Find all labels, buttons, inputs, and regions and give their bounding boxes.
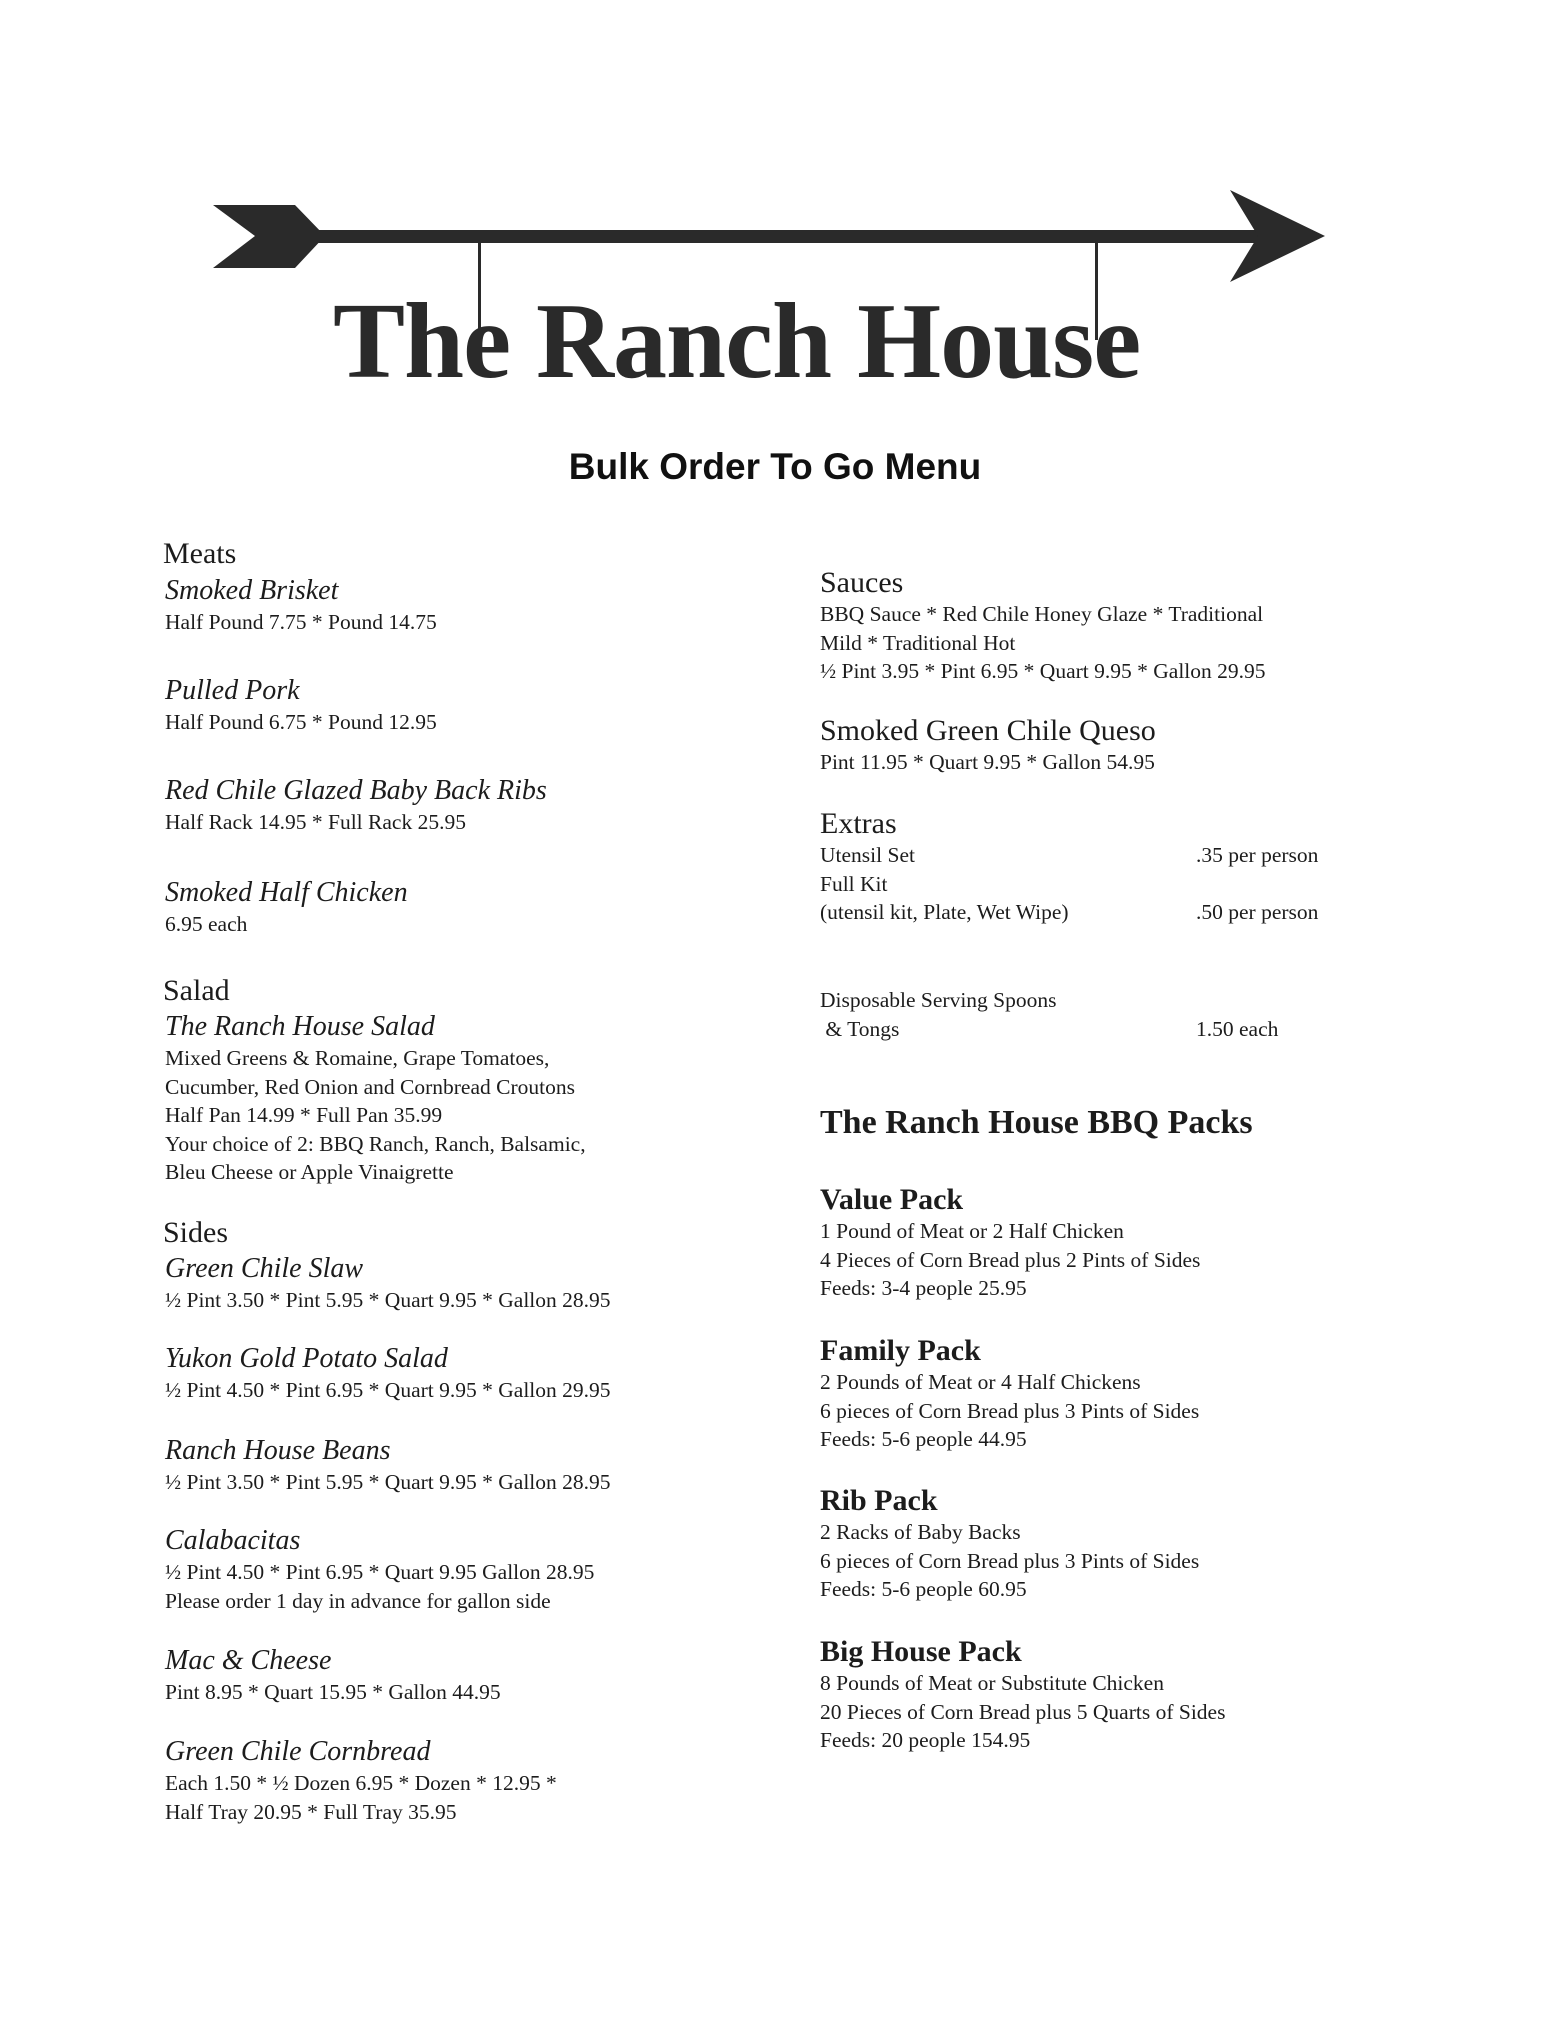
item-detail: ½ Pint 4.50 * Pint 6.95 * Quart 9.95 Gallon 28.95	[165, 1560, 595, 1584]
extras-row	[820, 841, 1318, 870]
menu-item	[165, 1434, 611, 1497]
menu-item	[165, 1010, 586, 1187]
item-name: The Ranch House Salad	[165, 1011, 435, 1042]
item-detail: Half Rack 14.95 * Full Rack 25.95	[165, 810, 466, 834]
menu-section	[820, 566, 1266, 686]
extras-row	[820, 986, 1278, 1015]
section-heading: Extras	[820, 807, 897, 840]
item-detail: Your choice of 2: BBQ Ranch, Ranch, Balsamic,	[165, 1131, 586, 1156]
item-detail: 8 Pounds of Meat or Substitute Chicken	[820, 1671, 1164, 1695]
extras-label: Full Kit	[820, 871, 888, 896]
packs-heading: The Ranch House BBQ Packs	[820, 1104, 1253, 1141]
item-name: Red Chile Glazed Baby Back Ribs	[165, 775, 547, 806]
item-detail: Each 1.50 * ½ Dozen 6.95 * Dozen * 12.95 *	[165, 1771, 557, 1795]
item-detail: Feeds: 20 people 154.95	[820, 1728, 1031, 1752]
item-detail: Pint 8.95 * Quart 15.95 * Gallon 44.95	[165, 1680, 501, 1704]
item-name: Pulled Pork	[165, 675, 300, 706]
menu-item	[165, 1735, 557, 1826]
menu-item	[165, 1342, 611, 1405]
section-heading: Smoked Green Chile Queso	[820, 714, 1156, 747]
item-name: Mac & Cheese	[165, 1645, 332, 1676]
item-detail: Bleu Cheese or Apple Vinaigrette	[165, 1160, 454, 1184]
menu-item	[820, 1334, 1199, 1454]
svg-text:The Ranch House: The Ranch House	[333, 282, 1141, 400]
section-heading: Sides	[163, 1216, 229, 1249]
item-detail: Pint 11.95 * Quart 9.95 * Gallon 54.95	[820, 750, 1155, 774]
item-detail: Feeds: 5-6 people 60.95	[820, 1577, 1027, 1601]
item-detail: 6 pieces of Corn Bread plus 3 Pints of Sides	[820, 1398, 1200, 1423]
item-detail: 6 pieces of Corn Bread plus 3 Pints of Sides	[820, 1548, 1200, 1573]
extras-serving	[820, 986, 1278, 1043]
section-heading: Meats	[163, 537, 237, 570]
item-name: Big House Pack	[820, 1635, 1022, 1668]
item-detail: Cucumber, Red Onion and Cornbread Croutons	[165, 1074, 575, 1099]
extras-label: & Tongs	[820, 1016, 900, 1041]
item-name: Calabacitas	[165, 1525, 301, 1556]
menu-item	[165, 674, 437, 737]
menu-item	[165, 574, 437, 637]
menu-subtitle: Bulk Order To Go Menu	[568, 446, 982, 487]
item-detail: Feeds: 5-6 people 44.95	[820, 1427, 1027, 1451]
menu-item	[165, 1252, 611, 1315]
item-name: Smoked Half Chicken	[165, 877, 408, 908]
extras-row	[820, 898, 1318, 927]
item-detail: Feeds: 3-4 people 25.95	[820, 1276, 1027, 1300]
item-name: Green Chile Cornbread	[165, 1736, 431, 1767]
menu-item	[165, 876, 408, 939]
extras-section	[820, 807, 1318, 927]
menu-item	[165, 774, 547, 837]
extras-price: .35 per person	[1196, 843, 1319, 867]
item-detail: ½ Pint 3.50 * Pint 5.95 * Quart 9.95 * Gallon 28.95	[165, 1470, 611, 1494]
item-detail: Half Tray 20.95 * Full Tray 35.95	[165, 1799, 457, 1824]
extras-price: 1.50 each	[1196, 1016, 1279, 1041]
menu-item	[820, 1183, 1200, 1303]
item-detail: Half Pan 14.99 * Full Pan 35.99	[165, 1103, 443, 1127]
item-name: Value Pack	[820, 1183, 964, 1216]
item-name: Yukon Gold Potato Salad	[165, 1343, 448, 1374]
item-name: Rib Pack	[820, 1484, 938, 1517]
item-detail: Mixed Greens & Romaine, Grape Tomatoes,	[165, 1046, 550, 1070]
extras-row	[820, 870, 1318, 899]
item-detail: Half Pound 6.75 * Pound 12.95	[165, 710, 437, 734]
item-detail: Half Pound 7.75 * Pound 14.75	[165, 610, 437, 634]
item-detail: ½ Pint 4.50 * Pint 6.95 * Quart 9.95 * Gallon 29.95	[165, 1378, 611, 1402]
item-detail: ½ Pint 3.50 * Pint 5.95 * Quart 9.95 * Gallon 28.95	[165, 1288, 611, 1312]
extras-label: (utensil kit, Plate, Wet Wipe)	[820, 900, 1069, 924]
item-detail: Mild * Traditional Hot	[820, 630, 1016, 655]
extras-row	[820, 1015, 1278, 1044]
item-name: Green Chile Slaw	[165, 1253, 364, 1284]
item-detail: 6.95 each	[165, 912, 248, 936]
menu-item	[820, 1635, 1225, 1755]
menu-section	[820, 714, 1156, 777]
menu-item	[165, 1524, 594, 1615]
item-detail: 1 Pound of Meat or 2 Half Chicken	[820, 1219, 1124, 1243]
menu-item	[165, 1644, 501, 1707]
section-heading: Sauces	[820, 566, 904, 599]
item-detail: BBQ Sauce * Red Chile Honey Glaze * Traditional	[820, 602, 1264, 626]
ranch-house-arrow-logo	[200, 190, 1340, 400]
item-detail: 20 Pieces of Corn Bread plus 5 Quarts of Sides	[820, 1699, 1226, 1724]
item-name: Smoked Brisket	[165, 575, 339, 606]
extras-label: Utensil Set	[820, 843, 915, 867]
item-detail: 2 Pounds of Meat or 4 Half Chickens	[820, 1370, 1141, 1394]
item-name: Family Pack	[820, 1334, 981, 1367]
section-heading: Salad	[163, 974, 230, 1007]
extras-price: .50 per person	[1196, 900, 1319, 924]
menu-item	[820, 1484, 1199, 1604]
item-name: Ranch House Beans	[165, 1435, 391, 1466]
item-detail: ½ Pint 3.95 * Pint 6.95 * Quart 9.95 * Gallon 29.95	[820, 659, 1266, 683]
item-detail: 4 Pieces of Corn Bread plus 2 Pints of Sides	[820, 1247, 1201, 1272]
item-detail: Please order 1 day in advance for gallon side	[165, 1588, 551, 1613]
extras-label: Disposable Serving Spoons	[820, 988, 1057, 1012]
item-detail: 2 Racks of Baby Backs	[820, 1520, 1021, 1544]
